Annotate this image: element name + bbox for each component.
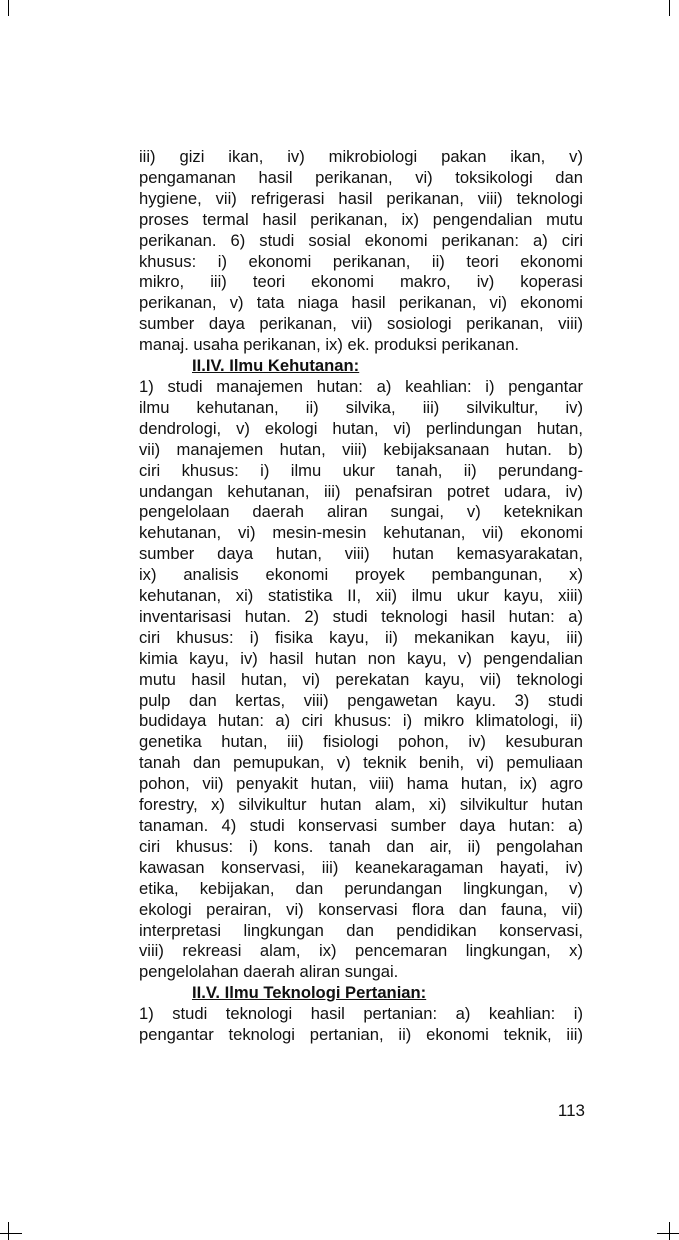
crop-mark-top-right-v (669, 0, 670, 16)
text-line: ciri khusus: i) fisika kayu, ii) mekanikan kayu, iii) (139, 627, 583, 647)
text-line: pulp dan kertas, viii) pengawetan kayu. 3) studi (139, 690, 583, 710)
heading-ilmu-teknologi-pertanian: II.V. Ilmu Teknologi Pertanian: (192, 983, 427, 1003)
page-number: 113 (557, 1101, 585, 1120)
text-line: perikanan, v) tata niaga hasil perikanan, vi) ekonomi (139, 293, 583, 313)
text-line: ilmu kehutanan, ii) silvika, iii) silvikultur, iv) (139, 397, 583, 417)
crop-mark-bottom-left-h (0, 1233, 22, 1234)
text-line: ciri khusus: i) kons. tanah dan air, ii) pengolahan (139, 836, 583, 856)
heading-ilmu-kehutanan: II.IV. Ilmu Kehutanan: (192, 356, 360, 376)
text-line: sumber daya perikanan, vii) sosiologi perikanan, viii) (139, 314, 583, 334)
crop-mark-bottom-right-v (669, 1222, 670, 1240)
crop-mark-top-left-v (8, 0, 9, 16)
crop-mark-bottom-left-v (8, 1222, 9, 1240)
text-line: kawasan konservasi, iii) keanekaragaman hayati, iv) (139, 857, 583, 877)
text-line: tanah dan pemupukan, v) teknik benih, vi) pemuliaan (139, 753, 583, 773)
paragraph-kehutanan (139, 377, 583, 983)
text-line: undangan kehutanan, iii) penafsiran potret udara, iv) (139, 481, 583, 501)
text-line: manaj. usaha perikanan, ix) ek. produksi perikanan. (139, 335, 520, 355)
paragraph-perikanan (139, 147, 583, 356)
text-line: 1) studi teknologi hasil pertanian: a) keahlian: i) (139, 1004, 583, 1024)
text-line: iii) gizi ikan, iv) mikrobiologi pakan ikan, v) (139, 147, 583, 166)
crop-mark-bottom-right-h (657, 1233, 679, 1234)
text-line: interpretasi lingkungan dan pendidikan konservasi, (139, 920, 583, 940)
text-line: tanaman. 4) studi konservasi sumber daya hutan: a) (139, 816, 583, 835)
text-line: pengelolahan daerah aliran sungai. (139, 962, 399, 982)
text-line: mutu hasil hutan, vi) perekatan kayu, vii) teknologi (139, 669, 583, 689)
text-line: pengantar teknologi pertanian, ii) ekonomi teknik, iii) (139, 1025, 583, 1045)
text-line: hygiene, vii) refrigerasi hasil perikanan, viii) teknologi (139, 188, 583, 208)
text-line: pengamanan hasil perikanan, vi) toksikologi dan (139, 167, 583, 187)
text-line: perikanan. 6) studi sosial ekonomi perikanan: a) ciri (139, 230, 583, 250)
text-line: ciri khusus: i) ilmu ukur tanah, ii) perundang- (139, 460, 583, 480)
text-line: khusus: i) ekonomi perikanan, ii) teori ekonomi (139, 251, 583, 271)
text-line: ix) analisis ekonomi proyek pembangunan, x) (139, 565, 583, 585)
text-line: kehutanan, vi) mesin-mesin kehutanan, vii) ekonomi (139, 523, 583, 543)
text-line: kimia kayu, iv) hasil hutan non kayu, v) pengendalian (139, 648, 583, 668)
text-line: inventarisasi hutan. 2) studi teknologi hasil hutan: a) (139, 606, 583, 626)
text-line: viii) rekreasi alam, ix) pencemaran lingkungan, x) (139, 941, 583, 961)
text-line: vii) manajemen hutan, viii) kebijaksanaan hutan. b) (139, 439, 583, 459)
text-line: ekologi perairan, vi) konservasi flora dan fauna, vii) (139, 899, 583, 919)
text-line: etika, kebijakan, dan perundangan lingkungan, v) (139, 878, 583, 898)
text-line: kehutanan, xi) statistika II, xii) ilmu ukur kayu, xiii) (139, 586, 583, 606)
text-line: 1) studi manajemen hutan: a) keahlian: i) pengantar (139, 376, 583, 396)
text-line: proses termal hasil perikanan, ix) pengendalian mutu (139, 209, 583, 229)
text-line: pohon, vii) penyakit hutan, viii) hama hutan, ix) agro (139, 774, 583, 794)
text-line: sumber daya hutan, viii) hutan kemasyarakatan, (139, 544, 583, 564)
text-line: genetika hutan, iii) fisiologi pohon, iv) kesuburan (139, 732, 583, 752)
text-line: pengelolaan daerah aliran sungai, v) keteknikan (139, 502, 583, 522)
text-line: dendrologi, v) ekologi hutan, vi) perlindungan hutan, (139, 418, 583, 438)
paragraph-teknologi-pertanian (139, 1004, 583, 1046)
page-body-text (139, 147, 583, 1046)
text-line: forestry, x) silvikultur hutan alam, xi) silvikultur hutan (139, 795, 583, 815)
text-line: mikro, iii) teori ekonomi makro, iv) koperasi (139, 272, 583, 292)
text-line: budidaya hutan: a) ciri khusus: i) mikro klimatologi, ii) (139, 711, 583, 731)
